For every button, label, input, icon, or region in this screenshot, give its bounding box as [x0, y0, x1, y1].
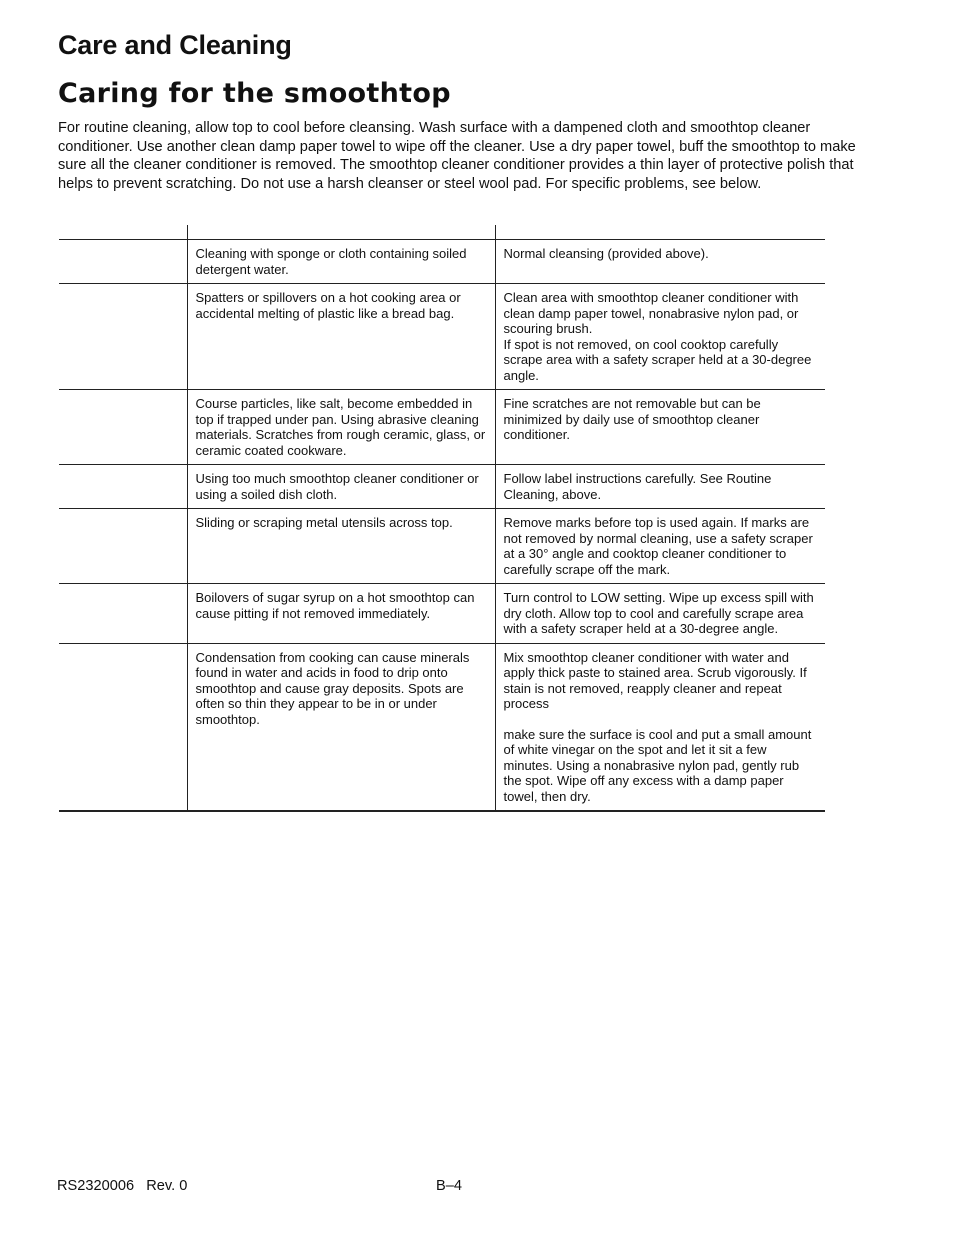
cause-cell: Sliding or scraping metal utensils across top.: [187, 509, 495, 584]
table-row: [59, 284, 825, 390]
solution-text: Follow label instructions carefully. See Routine Cleaning, above.: [503, 471, 772, 502]
cause-cell: Spatters or spillovers on a hot cooking area or accidental melting of plastic like a bread bag.: [187, 284, 495, 390]
solution-cell: [495, 509, 825, 584]
footer-page-number: B–4: [436, 1178, 462, 1194]
page-title: Caring for the smoothtop: [58, 78, 451, 109]
table-header-row: [59, 225, 825, 240]
footer-doc-ref: RS2320006 Rev. 0: [57, 1178, 188, 1194]
problem-cell: [59, 465, 187, 509]
table-row: [59, 643, 825, 811]
solution-text: If spot is not removed, on cool cooktop carefully scrape area with a safety scraper held at a 30-degree angle.: [503, 336, 812, 383]
header-solution: [495, 225, 825, 240]
header-problem: [59, 225, 187, 240]
problem-cell: [59, 643, 187, 811]
solution-text: Remove marks before top is used again. If marks are not removed by normal cleaning, use a safety scraper at a 30° angle and cooktop cleaner conditioner to carefully scrape off the mark.: [503, 515, 813, 577]
solution-text: Mix smoothtop cleaner conditioner with water and apply thick paste to stained area. Scrub vigorously. If stain is not removed, reapply cleaner and repeat process: [503, 649, 807, 711]
header-cause: [187, 225, 495, 240]
solution-text: make sure the surface is cool and put a small amount of white vinegar on the spot and let it sit a few minutes. Using a nonabrasive nylon pad, gently rub the spot. Wipe off any excess with a damp paper towel, then dry.: [503, 726, 812, 804]
intro-paragraph: For routine cleaning, allow top to cool before cleansing. Wash surface with a dampened cloth and smoothtop cleaner conditioner. Use another clean damp paper towel to wipe off the cleaner. Use a dry paper towel, buff the smoothtop to make sure all the cleaner conditioner is removed. The smoothtop cleaner conditioner provides a thin layer of protective polish that helps to prevent scratching. Do not use a harsh cleanser or steel wool pad. For specific problems, see below.: [58, 120, 856, 192]
solution-text: Clean area with smoothtop cleaner conditioner with clean damp paper towel, nonabrasive nylon pad, or scouring brush.: [503, 290, 799, 336]
solution-cell: [495, 240, 825, 284]
solution-text: Fine scratches are not removable but can be minimized by daily use of smoothtop cleaner conditioner.: [503, 396, 761, 442]
solution-text: Turn control to LOW setting. Wipe up excess spill with dry cloth. Allow top to cool and carefully scrape area with a safety scraper held at a 30-degree angle.: [503, 590, 814, 636]
cleaning-table: [59, 225, 825, 812]
cause-cell: Cleaning with sponge or cloth containing soiled detergent water.: [187, 240, 495, 284]
solution-cell: [495, 584, 825, 644]
problem-cell: [59, 509, 187, 584]
cause-cell: Using too much smoothtop cleaner conditioner or using a soiled dish cloth.: [187, 465, 495, 509]
section-title: Care and Cleaning: [58, 30, 292, 60]
cause-cell: Course particles, like salt, become embedded in top if trapped under pan. Using abrasive cleaning materials. Scratches from rough ceramic, glass, or ceramic coated cookware.: [187, 390, 495, 465]
solution-text: Normal cleansing (provided above).: [503, 246, 709, 261]
solution-cell: [495, 284, 825, 390]
solution-cell: [495, 390, 825, 465]
cause-cell: Boilovers of sugar syrup on a hot smoothtop can cause pitting if not removed immediately.: [187, 584, 495, 644]
table-row: [59, 465, 825, 509]
table-row: [59, 240, 825, 284]
cause-cell: Condensation from cooking can cause minerals found in water and acids in food to drip onto smoothtop and cause gray deposits. Spots are often so thin they appear to be in or under smoothtop.: [187, 643, 495, 811]
table-row: [59, 584, 825, 644]
problem-cell: [59, 584, 187, 644]
paragraph-gap: [504, 712, 818, 727]
problem-cell: [59, 240, 187, 284]
table-row: [59, 509, 825, 584]
problem-cell: [59, 390, 187, 465]
solution-cell: [495, 643, 825, 811]
solution-cell: [495, 465, 825, 509]
problem-cell: [59, 284, 187, 390]
table-row: [59, 390, 825, 465]
